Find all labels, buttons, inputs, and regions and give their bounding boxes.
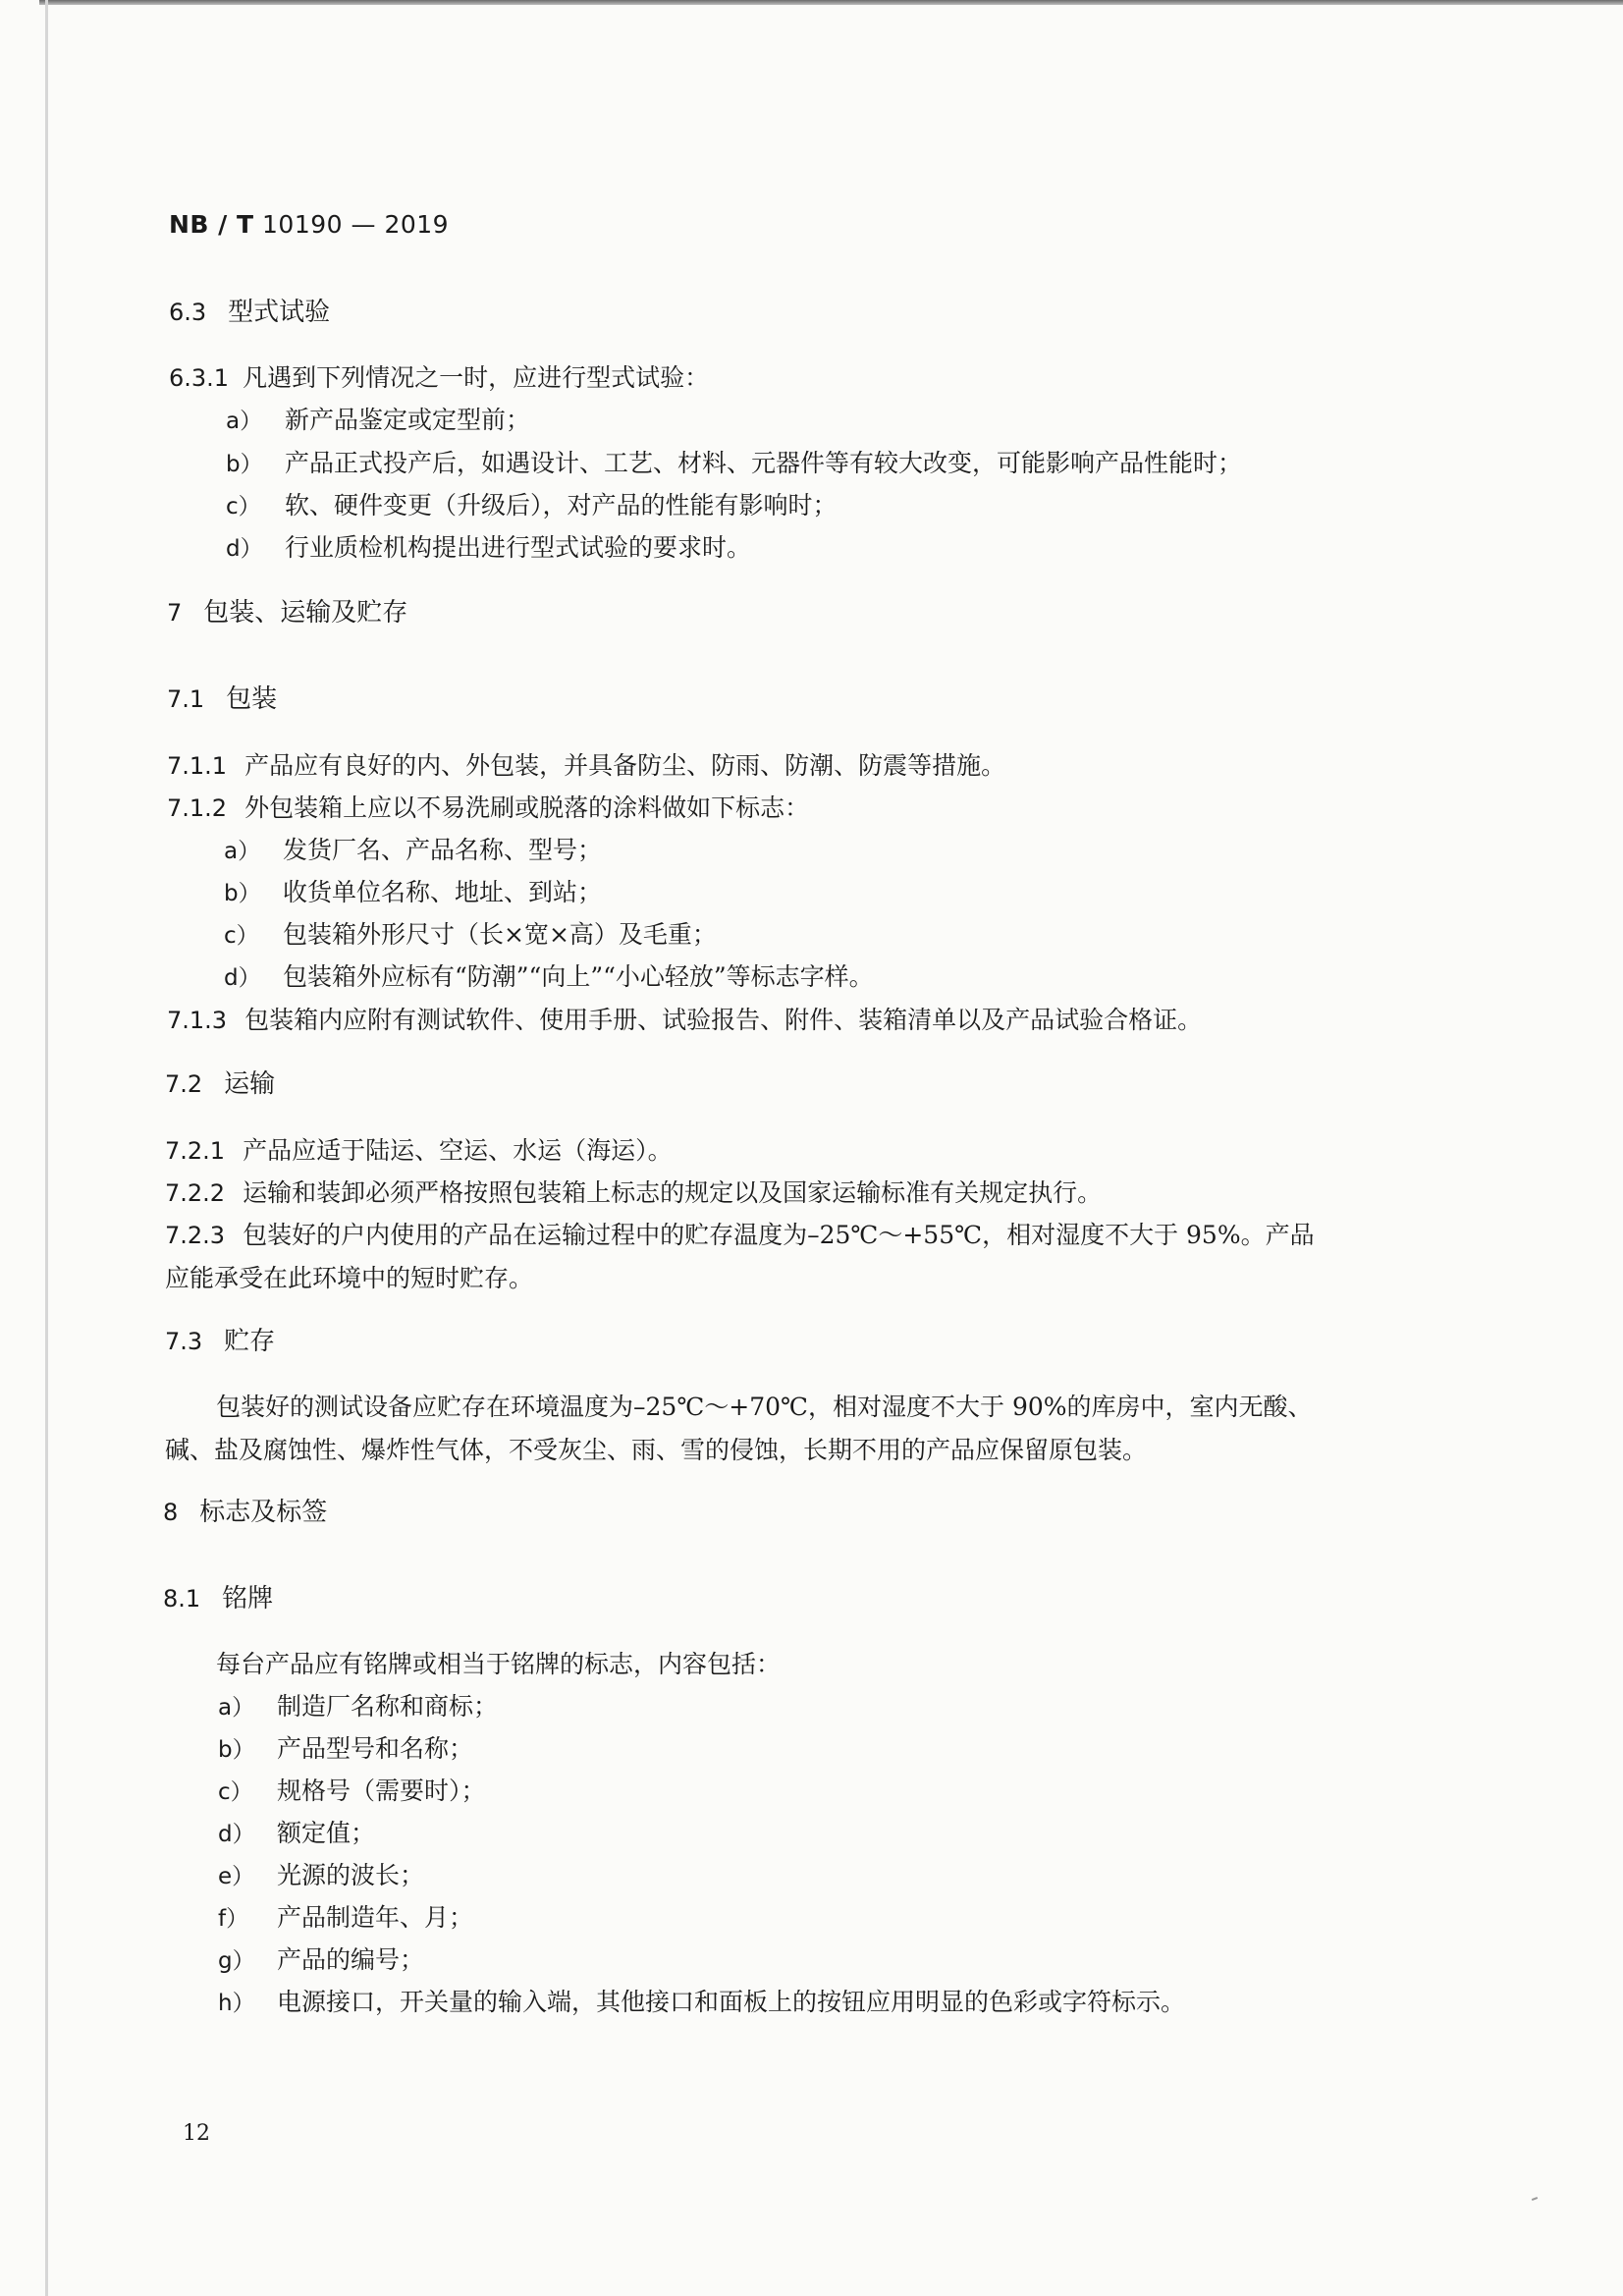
list-text: 包装箱外形尺寸（长×宽×高）及毛重； (283, 920, 717, 949)
list-text: 软、硬件变更（升级后），对产品的性能有影响时； (285, 491, 838, 519)
clause-7-2-1 (165, 1136, 673, 1166)
heading-number: 7.3 (165, 1328, 203, 1355)
list-text: 发货厂名、产品名称、型号； (283, 836, 603, 864)
list-item (218, 1819, 375, 1849)
list-text: 产品正式投产后，如遇设计、工艺、材料、元器件等有较大改变，可能影响产品性能时； (285, 449, 1243, 477)
list-item (226, 449, 1242, 479)
clause-number: 6.3.1 (169, 364, 230, 392)
heading-number: 8.1 (163, 1585, 201, 1613)
list-item (218, 1777, 486, 1807)
list-item (218, 1734, 473, 1765)
list-label: h） (218, 1991, 255, 2016)
list-item (226, 491, 838, 521)
clause-text: 产品应适于陆运、空运、水运（海运）。 (243, 1136, 673, 1165)
list-label: b） (218, 1737, 255, 1763)
section-8-1-intro: 每台产品应有铭牌或相当于铭牌的标志，内容包括： (216, 1650, 782, 1678)
section-7-3-heading (165, 1327, 275, 1356)
list-text: 电源接口，开关量的输入端，其他接口和面板上的按钮应用明显的色彩或字符标示。 (277, 1988, 1186, 2016)
document-code (169, 210, 449, 239)
list-text: 产品的编号； (277, 1945, 425, 1974)
clause-text: 包装箱内应附有测试软件、使用手册、试验报告、附件、装箱清单以及产品试验合格证。 (244, 1006, 1203, 1034)
heading-number: 6.3 (169, 299, 207, 326)
clause-number: 7.2.2 (165, 1179, 226, 1207)
list-item (218, 1988, 1185, 2018)
list-text: 产品制造年、月； (277, 1903, 474, 1932)
clause-7-1-1 (167, 751, 1005, 781)
heading-number: 7.2 (165, 1070, 203, 1098)
list-label: f） (218, 1906, 249, 1932)
section-7-3-paragraph-line2: 碱、盐及腐蚀性、爆炸性气体，不受灰尘、雨、雪的侵蚀，长期不用的产品应保留原包装。 (165, 1436, 1148, 1464)
list-label: a） (218, 1695, 255, 1721)
list-item (218, 1692, 498, 1722)
clause-text: 运输和装卸必须严格按照包装箱上标志的规定以及国家运输标准有关规定执行。 (243, 1178, 1103, 1207)
list-item (224, 836, 602, 866)
clause-number: 7.1.1 (167, 752, 228, 780)
list-label: b） (224, 881, 261, 906)
list-label: c） (224, 923, 259, 949)
clause-7-2-3-continuation: 应能承受在此环境中的短时贮存。 (165, 1264, 534, 1292)
section-7-3-paragraph-line1: 包装好的测试设备应贮存在环境温度为–25℃～+70℃，相对湿度不大于 90%的库房中，室内无酸、 (216, 1393, 1313, 1421)
list-label: c） (218, 1779, 253, 1805)
section-7-2-heading (165, 1069, 275, 1099)
list-item (226, 406, 530, 436)
list-label: g） (218, 1948, 255, 1974)
section-6-3-heading (169, 298, 330, 327)
clause-7-2-3 (165, 1221, 1315, 1250)
heading-text: 型式试验 (228, 298, 331, 327)
list-label: e） (218, 1864, 255, 1889)
list-label: d） (226, 536, 263, 562)
list-text: 行业质检机构提出进行型式试验的要求时。 (285, 533, 752, 562)
clause-number: 7.2.1 (165, 1137, 226, 1165)
list-text: 光源的波长； (277, 1861, 425, 1889)
list-text: 产品型号和名称； (277, 1734, 474, 1763)
list-item (224, 878, 602, 908)
clause-text: 包装好的户内使用的产品在运输过程中的贮存温度为–25℃～+55℃，相对湿度不大于 95%。产品 (243, 1221, 1315, 1249)
clause-number: 7.1.3 (167, 1007, 228, 1034)
list-text: 额定值； (277, 1819, 376, 1847)
list-label: d） (218, 1822, 255, 1847)
list-label: b） (226, 452, 263, 477)
section-8-1-heading (163, 1584, 273, 1613)
list-text: 新产品鉴定或定型前； (285, 406, 531, 434)
list-item (224, 920, 717, 951)
doc-code-number: 10190 — 2019 (262, 210, 450, 239)
list-item (224, 962, 874, 993)
clause-text: 产品应有良好的内、外包装，并具备防尘、防雨、防潮、防震等措施。 (244, 751, 1006, 780)
clause-number: 7.2.3 (165, 1222, 226, 1249)
list-item (218, 1903, 473, 1934)
list-label: c） (226, 494, 261, 519)
list-item (218, 1861, 424, 1891)
heading-text: 铭牌 (222, 1584, 274, 1613)
section-7-1-heading (167, 684, 277, 714)
heading-number: 7 (167, 599, 183, 627)
clause-number: 7.1.2 (167, 794, 228, 822)
list-label: a） (224, 839, 261, 864)
list-label: d） (224, 965, 261, 991)
clause-text: 凡遇到下列情况之一时，应进行型式试验： (243, 363, 710, 392)
section-7-heading (167, 598, 407, 628)
heading-number: 7.1 (167, 685, 205, 713)
list-label: a） (226, 409, 263, 434)
list-item (226, 533, 751, 564)
list-text: 收货单位名称、地址、到站； (283, 878, 603, 906)
heading-text: 包装 (226, 684, 278, 714)
list-item (218, 1945, 424, 1976)
clause-7-2-2 (165, 1178, 1102, 1208)
heading-text: 标志及标签 (199, 1498, 328, 1527)
doc-code-prefix: NB / T (169, 210, 254, 239)
list-text: 规格号（需要时）； (277, 1777, 486, 1805)
clause-7-1-2 (167, 793, 809, 823)
heading-text: 贮存 (224, 1327, 276, 1356)
page-number: 12 (183, 2121, 210, 2146)
clause-7-1-3 (167, 1006, 1202, 1035)
heading-text: 运输 (224, 1069, 276, 1099)
list-text: 包装箱外应标有“防潮”“向上”“小心轻放”等标志字样。 (283, 962, 874, 991)
section-8-heading (163, 1498, 327, 1527)
heading-text: 包装、运输及贮存 (203, 598, 408, 628)
scan-speck (1532, 2197, 1538, 2201)
list-text: 制造厂名称和商标； (277, 1692, 499, 1721)
clause-text: 外包装箱上应以不易洗刷或脱落的涂料做如下标志： (244, 793, 810, 822)
heading-number: 8 (163, 1499, 179, 1526)
clause-6-3-1 (169, 363, 709, 393)
